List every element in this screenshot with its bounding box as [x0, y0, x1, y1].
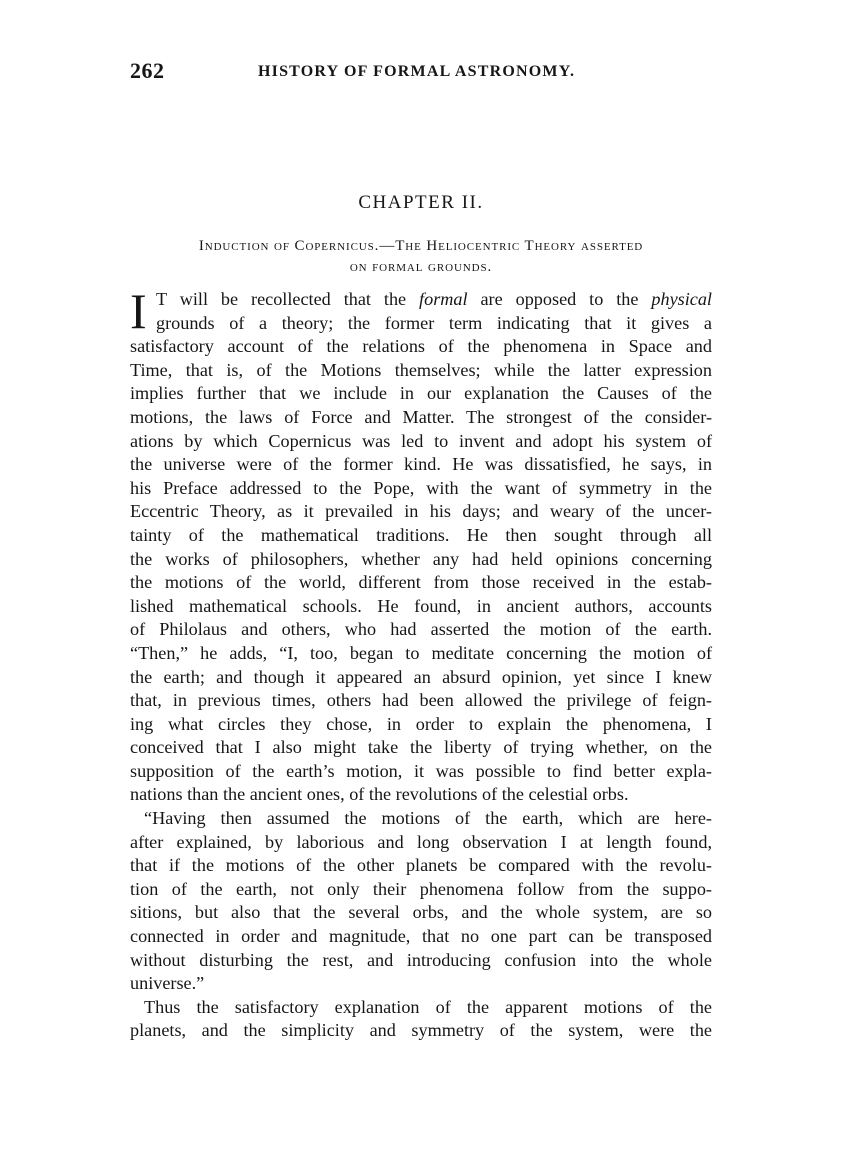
text-line: Eccentric Theory, as it prevailed in his days; and weary of the uncer-	[130, 501, 712, 522]
text-line: conceived that I also might take the liberty of trying whether, on the	[130, 737, 712, 758]
text-line: supposition of the earth’s motion, it was possible to find better expla-	[130, 760, 712, 781]
text-line: nations than the ancient ones, of the revolutions of the celestial orbs.	[130, 784, 629, 805]
text-line: that, in previous times, others had been allowed the privilege of feign-	[130, 690, 712, 711]
text-line: motions, the laws of Force and Matter. The strongest of the consider-	[130, 406, 712, 427]
text-line: tion of the earth, not only their phenomena follow from the suppo-	[130, 878, 712, 899]
text-line: without disturbing the rest, and introducing confusion into the whole	[130, 949, 712, 970]
text-line: the motions of the world, different from those received in the estab-	[130, 572, 712, 593]
text-line: planets, and the simplicity and symmetry of the system, were the	[130, 1020, 712, 1041]
text-line: ations by which Copernicus was led to invent and adopt his system of	[130, 430, 712, 451]
page-number: 262	[130, 58, 165, 83]
chapter-subtitle	[130, 236, 712, 278]
chapter-title: CHAPTER II.	[358, 192, 484, 213]
text-line: the earth; and though it appeared an absurd opinion, yet since I knew	[130, 666, 712, 687]
text-line: the works of philosophers, whether any had held opinions concerning	[130, 548, 712, 569]
text-line: the universe were of the former kind. He was dissatisfied, he says, in	[130, 454, 712, 475]
text-line: satisfactory account of the relations of the phenomena in Space and	[130, 336, 712, 357]
text-line: universe.”	[130, 973, 205, 994]
text-line: Time, that is, of the Motions themselves; while the latter expression	[130, 359, 712, 380]
drop-cap: I	[130, 283, 147, 339]
text-line: implies further that we include in our explanation the Causes of the	[130, 383, 712, 404]
text-line: T will be recollected that the formal are opposed to the physical	[156, 289, 712, 309]
body-text	[130, 283, 712, 1043]
text-line: after explained, by laborious and long observation I at length found,	[130, 831, 712, 852]
text-line: grounds of a theory; the former term indicating that it gives a	[156, 312, 712, 333]
chapter-subtitle-line: Induction of Copernicus.—The Heliocentric Theory asserted	[198, 238, 644, 254]
running-head	[130, 58, 712, 88]
running-title: HISTORY OF FORMAL ASTRONOMY.	[258, 63, 576, 80]
text-line: “Then,” he adds, “I, too, began to meditate concerning the motion of	[130, 642, 712, 663]
text-line: ing what circles they chose, in order to explain the phenomena, I	[130, 713, 712, 734]
text-line: tainty of the mathematical traditions. He then sought through all	[130, 524, 712, 545]
chapter-subtitle-line: on formal grounds.	[349, 259, 493, 275]
text-line: Thus the satisfactory explanation of the apparent motions of the	[144, 996, 712, 1017]
text-line: of Philolaus and others, who had asserted the motion of the earth.	[130, 619, 712, 640]
text-line: sitions, but also that the several orbs, and the whole system, are so	[130, 902, 712, 923]
text-line: “Having then assumed the motions of the earth, which are here-	[144, 808, 712, 829]
text-line: connected in order and magnitude, that no one part can be transposed	[130, 926, 712, 947]
text-line: that if the motions of the other planets be compared with the revolu-	[130, 855, 712, 876]
text-line: his Preface addressed to the Pope, with the want of symmetry in the	[130, 477, 712, 498]
text-line: lished mathematical schools. He found, in ancient authors, accounts	[130, 595, 712, 616]
